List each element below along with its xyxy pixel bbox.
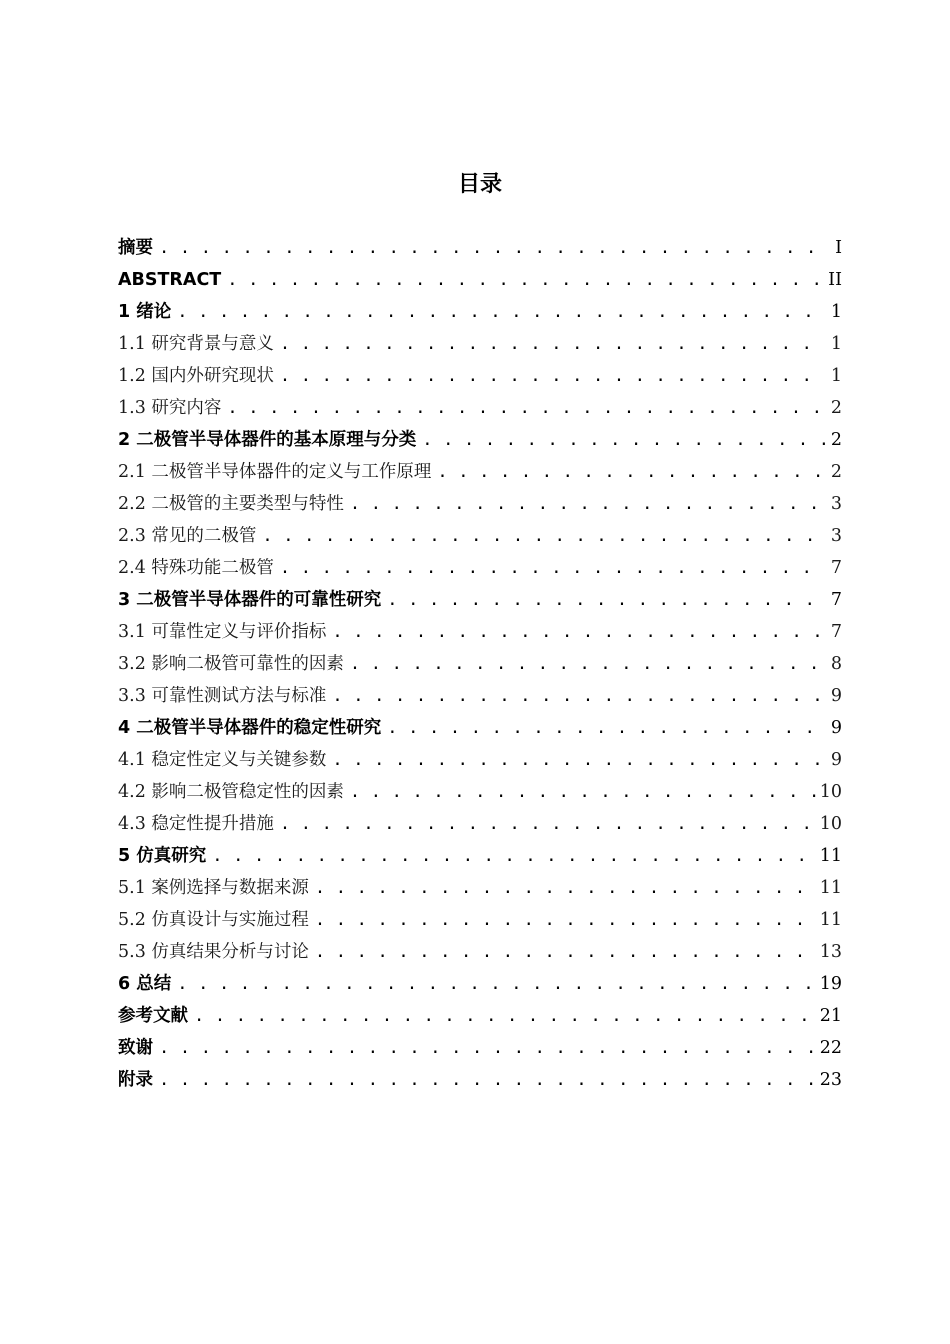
toc-entry-page: 10 <box>819 814 842 834</box>
toc-entry-page: 9 <box>830 718 842 738</box>
toc-entry-label: 2.1 二极管半导体器件的定义与工作原理 <box>118 462 432 482</box>
toc-entry-label: 3.3 可靠性测试方法与标准 <box>118 686 327 706</box>
dot-leader <box>262 520 826 552</box>
toc-entry-label: 5.3 仿真结果分析与讨论 <box>118 942 309 962</box>
toc-entry <box>118 296 842 328</box>
dot-leader <box>212 840 815 872</box>
toc-entry <box>118 936 842 968</box>
dot-leader <box>159 1064 816 1096</box>
toc-entry-page: 1 <box>830 334 842 354</box>
toc-entry-label: 3 二极管半导体器件的可靠性研究 <box>118 590 382 610</box>
toc-entry-page: 13 <box>819 942 842 962</box>
toc-entry-label: 4 二极管半导体器件的稳定性研究 <box>118 718 382 738</box>
dot-leader <box>437 456 826 488</box>
toc-entry-label: 6 总结 <box>118 974 172 994</box>
toc-entry-page: 11 <box>819 878 842 898</box>
toc-entry-page: 8 <box>830 654 842 674</box>
toc-entry <box>118 872 842 904</box>
toc-entry-page: 2 <box>830 430 842 450</box>
toc-entry-page: 7 <box>830 558 842 578</box>
toc-entry-label: 1.1 研究背景与意义 <box>118 334 274 354</box>
toc-entry-page: 1 <box>830 302 842 322</box>
toc-entry <box>118 1000 842 1032</box>
toc-entry-page: 9 <box>830 686 842 706</box>
toc-entry-page: 11 <box>819 846 842 866</box>
toc-entry-page: 2 <box>830 462 842 482</box>
toc-entry <box>118 264 842 296</box>
toc-entry <box>118 552 842 584</box>
dot-leader <box>332 744 826 776</box>
toc-entry <box>118 520 842 552</box>
toc-entry-page: II <box>828 270 842 290</box>
toc-entry <box>118 744 842 776</box>
toc-entry <box>118 776 842 808</box>
toc-entry-page: 10 <box>819 782 842 802</box>
toc-entry <box>118 968 842 1000</box>
dot-leader <box>332 616 826 648</box>
toc-entry-label: 4.1 稳定性定义与关键参数 <box>118 750 327 770</box>
toc-entry <box>118 456 842 488</box>
toc-entry-label: 4.2 影响二极管稳定性的因素 <box>118 782 344 802</box>
toc-entry-page: 9 <box>830 750 842 770</box>
dot-leader <box>280 552 826 584</box>
dot-leader <box>280 808 816 840</box>
toc-entry-label: 附录 <box>118 1070 153 1090</box>
toc-entry <box>118 616 842 648</box>
toc-entry-label: 3.1 可靠性定义与评价指标 <box>118 622 327 642</box>
dot-leader <box>280 360 826 392</box>
toc-entry <box>118 1064 842 1096</box>
toc-entry-label: ABSTRACT <box>118 270 222 290</box>
toc-entry-label: 2.4 特殊功能二极管 <box>118 558 274 578</box>
toc-entry <box>118 680 842 712</box>
toc-entry <box>118 808 842 840</box>
toc-entry-label: 1.2 国内外研究现状 <box>118 366 274 386</box>
dot-leader <box>177 296 826 328</box>
toc-entry-label: 2.2 二极管的主要类型与特性 <box>118 494 344 514</box>
toc-entry <box>118 904 842 936</box>
toc-entry-label: 5.1 案例选择与数据来源 <box>118 878 309 898</box>
toc-entry-page: 23 <box>819 1070 842 1090</box>
dot-leader <box>350 648 826 680</box>
dot-leader <box>194 1000 816 1032</box>
dot-leader <box>350 776 816 808</box>
toc-entry-page: 7 <box>830 622 842 642</box>
toc-entry-label: 5 仿真研究 <box>118 846 207 866</box>
toc-entry <box>118 1032 842 1064</box>
toc-entry <box>118 840 842 872</box>
page-title: 目录 <box>457 172 502 197</box>
dot-leader <box>315 904 816 936</box>
toc-entry-label: 3.2 影响二极管可靠性的因素 <box>118 654 344 674</box>
dot-leader <box>159 1032 816 1064</box>
toc-entry-label: 致谢 <box>118 1038 153 1058</box>
toc-entry-page: 22 <box>819 1038 842 1058</box>
toc-entry-label: 5.2 仿真设计与实施过程 <box>118 910 309 930</box>
toc-entry <box>118 424 842 456</box>
dot-leader <box>315 872 816 904</box>
toc-entry-page: I <box>835 238 842 258</box>
dot-leader <box>387 584 826 616</box>
dot-leader <box>177 968 815 1000</box>
toc-entry-page: 11 <box>819 910 842 930</box>
toc-entry-label: 1 绪论 <box>118 302 172 322</box>
toc-entry <box>118 360 842 392</box>
dot-leader <box>350 488 826 520</box>
dot-leader <box>422 424 826 456</box>
table-of-contents <box>118 232 842 1096</box>
toc-entry-label: 4.3 稳定性提升措施 <box>118 814 274 834</box>
toc-entry-page: 19 <box>819 974 842 994</box>
dot-leader <box>159 232 826 264</box>
toc-entry <box>118 648 842 680</box>
dot-leader <box>227 264 824 296</box>
toc-entry-page: 2 <box>830 398 842 418</box>
dot-leader <box>315 936 816 968</box>
toc-entry-label: 摘要 <box>118 238 153 258</box>
toc-entry-label: 2.3 常见的二极管 <box>118 526 257 546</box>
toc-entry-page: 7 <box>830 590 842 610</box>
toc-entry <box>118 712 842 744</box>
toc-entry-label: 参考文献 <box>118 1006 188 1026</box>
toc-entry-page: 21 <box>819 1006 842 1026</box>
dot-leader <box>332 680 826 712</box>
toc-entry <box>118 488 842 520</box>
toc-entry-page: 1 <box>830 366 842 386</box>
toc-entry-page: 3 <box>830 526 842 546</box>
toc-entry <box>118 328 842 360</box>
toc-entry <box>118 392 842 424</box>
toc-entry <box>118 232 842 264</box>
dot-leader <box>227 392 826 424</box>
toc-entry-label: 1.3 研究内容 <box>118 398 222 418</box>
toc-entry <box>118 584 842 616</box>
dot-leader <box>387 712 826 744</box>
toc-entry-page: 3 <box>830 494 842 514</box>
toc-entry-label: 2 二极管半导体器件的基本原理与分类 <box>118 430 417 450</box>
dot-leader <box>280 328 826 360</box>
